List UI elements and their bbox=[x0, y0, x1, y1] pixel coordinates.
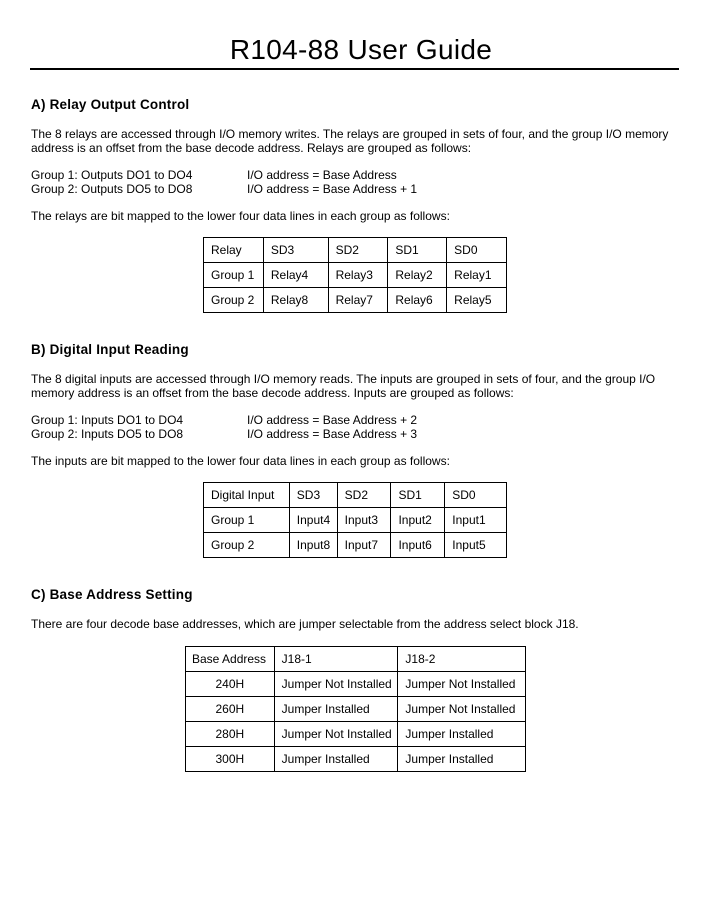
table-row bbox=[204, 508, 507, 533]
input-mapping-table bbox=[203, 482, 507, 558]
table-row bbox=[186, 722, 526, 747]
table-header-cell: SD1 bbox=[391, 483, 445, 508]
table-header-cell: Digital Input bbox=[204, 483, 290, 508]
table-row bbox=[186, 697, 526, 722]
table-header-cell: J18-1 bbox=[274, 647, 398, 672]
section-c-intro: There are four decode base addresses, which are jumper selectable from the address select block J18. bbox=[31, 617, 579, 631]
table-cell: Input8 bbox=[289, 533, 337, 558]
table-cell: Jumper Installed bbox=[398, 722, 526, 747]
base-address-table bbox=[185, 646, 526, 772]
table-cell: Jumper Not Installed bbox=[398, 672, 526, 697]
table-cell: 260H bbox=[186, 697, 275, 722]
group-address: I/O address = Base Address bbox=[247, 168, 397, 182]
section-b-intro bbox=[31, 372, 681, 400]
table-cell: Relay1 bbox=[447, 263, 507, 288]
table-header-cell: SD1 bbox=[388, 238, 447, 263]
group-address: I/O address = Base Address + 1 bbox=[247, 182, 418, 196]
table-cell: Jumper Not Installed bbox=[398, 697, 526, 722]
table-header-cell: J18-2 bbox=[398, 647, 526, 672]
section-a-intro bbox=[31, 127, 681, 155]
table-cell: Jumper Installed bbox=[274, 747, 398, 772]
section-a-group-addresses bbox=[247, 168, 417, 196]
section-a-group-labels bbox=[31, 168, 192, 196]
table-header-cell: SD2 bbox=[337, 483, 391, 508]
table-cell: Jumper Not Installed bbox=[274, 722, 398, 747]
section-a-intro-line1: The 8 relays are accessed through I/O memory writes. The relays are grouped in sets of four, and the group I/O memory bbox=[31, 127, 669, 141]
group-label: Group 2: Inputs DO5 to DO8 bbox=[31, 427, 184, 441]
table-cell: Group 1 bbox=[204, 263, 264, 288]
table-cell: Jumper Installed bbox=[274, 697, 398, 722]
section-b-heading: B) Digital Input Reading bbox=[31, 342, 189, 357]
table-cell: Input5 bbox=[445, 533, 507, 558]
table-cell: 300H bbox=[186, 747, 275, 772]
group-address: I/O address = Base Address + 2 bbox=[247, 413, 418, 427]
section-a-heading: A) Relay Output Control bbox=[31, 97, 190, 112]
table-header-row bbox=[204, 483, 507, 508]
table-cell: Relay3 bbox=[328, 263, 388, 288]
section-b-intro-line1: The 8 digital inputs are accessed through I/O memory reads. The inputs are grouped in sets of four, and the group I/O bbox=[31, 372, 656, 386]
table-cell: Group 2 bbox=[204, 533, 290, 558]
group-label: Group 2: Outputs DO5 to DO8 bbox=[31, 182, 193, 196]
table-header-cell: SD0 bbox=[447, 238, 507, 263]
table-header-cell: SD2 bbox=[328, 238, 388, 263]
section-b-group-addresses bbox=[247, 413, 417, 441]
table-cell: Input1 bbox=[445, 508, 507, 533]
table-cell: Relay8 bbox=[263, 288, 328, 313]
section-b-group-labels bbox=[31, 413, 183, 441]
table-row bbox=[186, 672, 526, 697]
table-cell: Input6 bbox=[391, 533, 445, 558]
table-cell: Relay2 bbox=[388, 263, 447, 288]
table-cell: Input3 bbox=[337, 508, 391, 533]
table-header-cell: SD0 bbox=[445, 483, 507, 508]
section-a-mapping-text: The relays are bit mapped to the lower four data lines in each group as follows: bbox=[31, 209, 450, 223]
group-label: Group 1: Outputs DO1 to DO4 bbox=[31, 168, 193, 182]
section-a-intro-line2: address is an offset from the base decode address. Relays are grouped as follows: bbox=[31, 141, 472, 155]
table-row bbox=[186, 747, 526, 772]
group-address: I/O address = Base Address + 3 bbox=[247, 427, 418, 441]
table-cell: Relay7 bbox=[328, 288, 388, 313]
table-header-cell: SD3 bbox=[263, 238, 328, 263]
table-cell: 240H bbox=[186, 672, 275, 697]
table-cell: Input7 bbox=[337, 533, 391, 558]
table-row bbox=[204, 288, 507, 313]
section-b-mapping-text: The inputs are bit mapped to the lower four data lines in each group as follows: bbox=[31, 454, 450, 468]
table-cell: Group 2 bbox=[204, 288, 264, 313]
table-cell: 280H bbox=[186, 722, 275, 747]
table-cell: Jumper Installed bbox=[398, 747, 526, 772]
table-header-cell: Relay bbox=[204, 238, 264, 263]
group-label: Group 1: Inputs DO1 to DO4 bbox=[31, 413, 184, 427]
page-title: R104-88 User Guide bbox=[229, 34, 493, 65]
table-cell: Input4 bbox=[289, 508, 337, 533]
table-header-cell: SD3 bbox=[289, 483, 337, 508]
table-row bbox=[204, 533, 507, 558]
table-cell: Jumper Not Installed bbox=[274, 672, 398, 697]
table-cell: Relay5 bbox=[447, 288, 507, 313]
section-c-heading: C) Base Address Setting bbox=[31, 587, 193, 602]
section-b-intro-line2: memory address is an offset from the base decode address. Inputs are grouped as follows: bbox=[31, 386, 514, 400]
title-divider bbox=[30, 68, 679, 70]
table-header-row bbox=[204, 238, 507, 263]
relay-mapping-table bbox=[203, 237, 507, 313]
table-cell: Group 1 bbox=[204, 508, 290, 533]
table-header-cell: Base Address bbox=[186, 647, 275, 672]
table-cell: Input2 bbox=[391, 508, 445, 533]
table-row bbox=[204, 263, 507, 288]
table-cell: Relay4 bbox=[263, 263, 328, 288]
table-header-row bbox=[186, 647, 526, 672]
table-cell: Relay6 bbox=[388, 288, 447, 313]
